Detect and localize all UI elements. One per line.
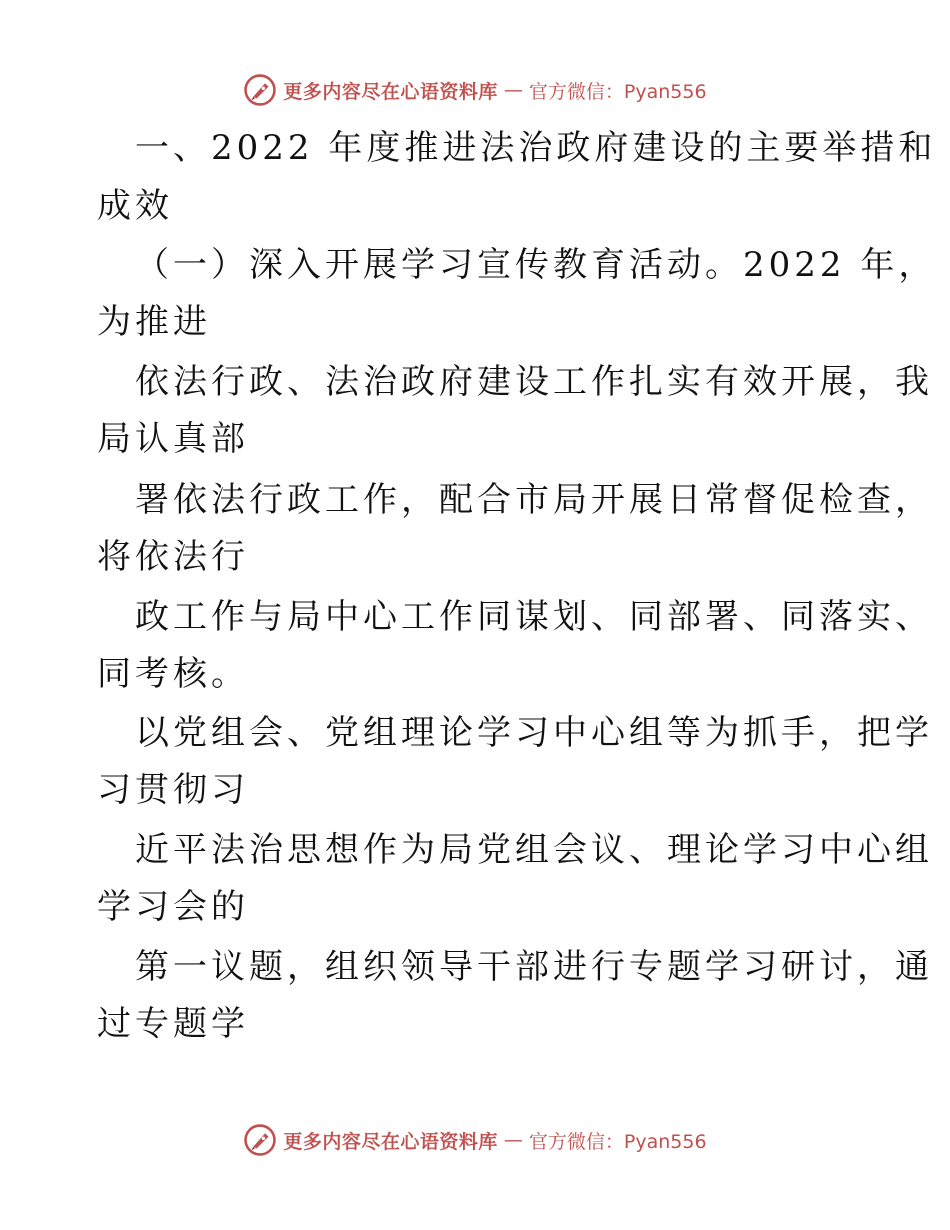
text-line: （一）深入开展学习宣传教育活动。2022 年，	[135, 245, 937, 285]
watermark-text: 更多内容尽在心语资料库	[283, 80, 498, 103]
pen-nib-logo-icon	[243, 73, 277, 107]
header-watermark	[0, 70, 950, 110]
watermark-dash: —	[503, 79, 523, 101]
text-line: 将依法行	[97, 537, 249, 577]
pen-nib-logo-icon	[243, 1123, 277, 1157]
text-line: 以党组会、党组理论学习中心组等为抓手，把学	[135, 713, 933, 753]
footer-watermark	[0, 1120, 950, 1160]
text-line: 局认真部	[97, 419, 249, 459]
watermark-text: 更多内容尽在心语资料库	[283, 1130, 498, 1153]
watermark-contact: 官方微信：Pyan556	[528, 80, 707, 103]
text-line: 习贯彻习	[97, 770, 249, 810]
text-line: 署依法行政工作，配合市局开展日常督促检查，	[135, 480, 933, 520]
text-line: 同考核。	[97, 654, 249, 694]
watermark-contact: 官方微信：Pyan556	[528, 1130, 707, 1153]
text-line: 第一议题，组织领导干部进行专题学习研讨，通	[135, 947, 933, 987]
text-line: 为推进	[97, 302, 211, 342]
text-line: 依法行政、法治政府建设工作扎实有效开展，我	[135, 362, 933, 402]
text-line: 政工作与局中心工作同谋划、同部署、同落实、	[135, 597, 933, 637]
text-line: 一、2022 年度推进法治政府建设的主要举措和	[135, 128, 937, 168]
text-line: 近平法治思想作为局党组会议、理论学习中心组	[135, 830, 933, 870]
text-line: 学习会的	[97, 887, 249, 927]
watermark-dash: —	[503, 1129, 523, 1151]
text-line: 成效	[97, 186, 173, 226]
text-line: 过专题学	[97, 1004, 249, 1044]
